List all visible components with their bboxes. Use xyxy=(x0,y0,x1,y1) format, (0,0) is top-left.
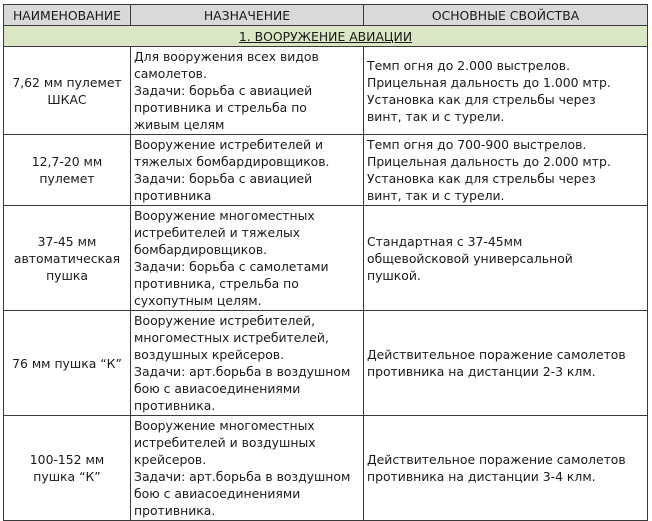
weapon-properties xyxy=(364,47,648,135)
weapon-properties xyxy=(364,135,648,206)
table-row xyxy=(4,206,648,311)
weapon-properties-line: общевойсковой универсальной xyxy=(367,250,573,266)
weapon-purpose-line: противника. xyxy=(134,398,216,413)
weapon-purpose-line: сухопутным целям. xyxy=(134,293,262,308)
weapon-purpose xyxy=(131,311,364,416)
weapon-purpose-line: тяжелых бомбардировщиков. xyxy=(134,154,330,169)
weapon-name xyxy=(4,135,131,206)
weapon-properties xyxy=(364,311,648,416)
weapon-purpose xyxy=(131,47,364,135)
weapon-purpose-line: самолетов. xyxy=(134,66,207,81)
weapon-purpose-line: многоместных истребителей, xyxy=(134,330,329,345)
weapon-properties-line: Установка как для стрельбы через xyxy=(367,91,596,107)
table-row xyxy=(4,311,648,416)
weapon-purpose xyxy=(131,206,364,311)
table-row xyxy=(4,135,648,206)
weapon-purpose-line: Вооружение истребителей, xyxy=(134,313,316,328)
weapon-properties-line: Темп огня до 2.000 выстрелов. xyxy=(367,57,571,73)
weapon-properties-line: противника на дистанции 3-4 клм. xyxy=(367,469,596,484)
weapon-name-line: 76 мм пушка “К” xyxy=(12,355,122,371)
weapon-purpose-line: противника и стрельба по xyxy=(134,100,307,115)
table-row xyxy=(4,47,648,135)
weapon-purpose-line: истребителей и тяжелых xyxy=(134,225,301,240)
section-row xyxy=(4,26,648,47)
weapon-name-line: автоматическая xyxy=(13,250,121,266)
weapon-name-line: 37-45 мм xyxy=(37,233,97,249)
weapon-purpose-line: Задачи: борьба с самолетами xyxy=(134,259,329,274)
weapon-purpose-line: Вооружение многоместных xyxy=(134,418,315,433)
weapon-properties-line: Темп огня до 700-900 выстрелов. xyxy=(367,137,587,152)
weapon-purpose-line: воздушных крейсеров. xyxy=(134,347,285,362)
weapon-purpose-line: противника, стрельба по xyxy=(134,276,299,291)
armament-table xyxy=(3,4,648,521)
weapon-purpose-line: противника. xyxy=(134,503,216,518)
weapon-name xyxy=(4,47,131,135)
weapon-properties-line: противника на дистанции 2-3 клм. xyxy=(367,364,596,379)
weapon-purpose xyxy=(131,135,364,206)
weapon-purpose-line: Вооружение многоместных xyxy=(134,208,315,223)
section-title: 1. ВООРУЖЕНИЕ АВИАЦИИ xyxy=(4,26,648,47)
table-row xyxy=(4,416,648,521)
weapon-name-line: 7,62 мм пулемет xyxy=(12,74,122,90)
weapon-purpose xyxy=(131,416,364,521)
header-name: НАИМЕНОВАНИЕ xyxy=(4,5,131,26)
weapon-purpose-line: Задачи: арт.борьба в воздушном xyxy=(134,469,351,484)
weapon-purpose-line: живым целям xyxy=(134,117,225,132)
weapon-name-line: пушка xyxy=(46,267,88,283)
header-properties: ОСНОВНЫЕ СВОЙСТВА xyxy=(364,5,648,26)
weapon-purpose-line: Вооружение истребителей и xyxy=(134,137,324,152)
weapon-properties-line: Стандартная с 37-45мм xyxy=(367,233,523,249)
weapon-purpose-line: Для вооружения всех видов xyxy=(134,49,319,64)
weapon-purpose-line: противника xyxy=(134,188,212,203)
weapon-purpose-line: Задачи: арт.борьба в воздушном xyxy=(134,364,351,379)
weapon-purpose-line: бомбардировщиков. xyxy=(134,242,268,257)
weapon-properties-line: Действительное поражение самолетов xyxy=(367,452,626,467)
weapon-purpose-line: Задачи: борьба с авиацией xyxy=(134,171,313,186)
weapon-properties-line: пушкой. xyxy=(367,267,421,283)
weapon-name-line: ШКАС xyxy=(47,91,87,107)
weapon-name xyxy=(4,311,131,416)
weapon-purpose-line: бою с авиасоединениями xyxy=(134,486,301,501)
weapon-name-line: 12,7-20 мм xyxy=(31,154,103,169)
weapon-properties-line: Действительное поражение самолетов xyxy=(367,347,626,362)
weapon-properties xyxy=(364,206,648,311)
weapon-name xyxy=(4,206,131,311)
weapon-properties-line: Установка как для стрельбы через xyxy=(367,171,596,186)
weapon-purpose-line: бою с авиасоединениями xyxy=(134,381,301,396)
weapon-properties-line: винт, так и с турели. xyxy=(367,188,505,203)
weapon-properties-line: винт, так и с турели. xyxy=(367,108,505,124)
weapon-purpose-line: истребителей и воздушных xyxy=(134,435,316,450)
weapon-name-line: пушка “К” xyxy=(33,469,101,484)
header-row xyxy=(4,5,648,26)
weapon-purpose-line: крейсеров. xyxy=(134,452,207,467)
header-purpose: НАЗНАЧЕНИЕ xyxy=(131,5,364,26)
weapon-name xyxy=(4,416,131,521)
weapon-name-line: пулемет xyxy=(39,171,95,186)
weapon-properties xyxy=(364,416,648,521)
weapon-name-line: 100-152 мм xyxy=(29,452,105,467)
weapon-properties-line: Прицельная дальность до 2.000 мтр. xyxy=(367,154,611,169)
weapon-purpose-line: Задачи: борьба с авиацией xyxy=(134,83,313,98)
weapon-properties-line: Прицельная дальность до 1.000 мтр. xyxy=(367,74,611,90)
